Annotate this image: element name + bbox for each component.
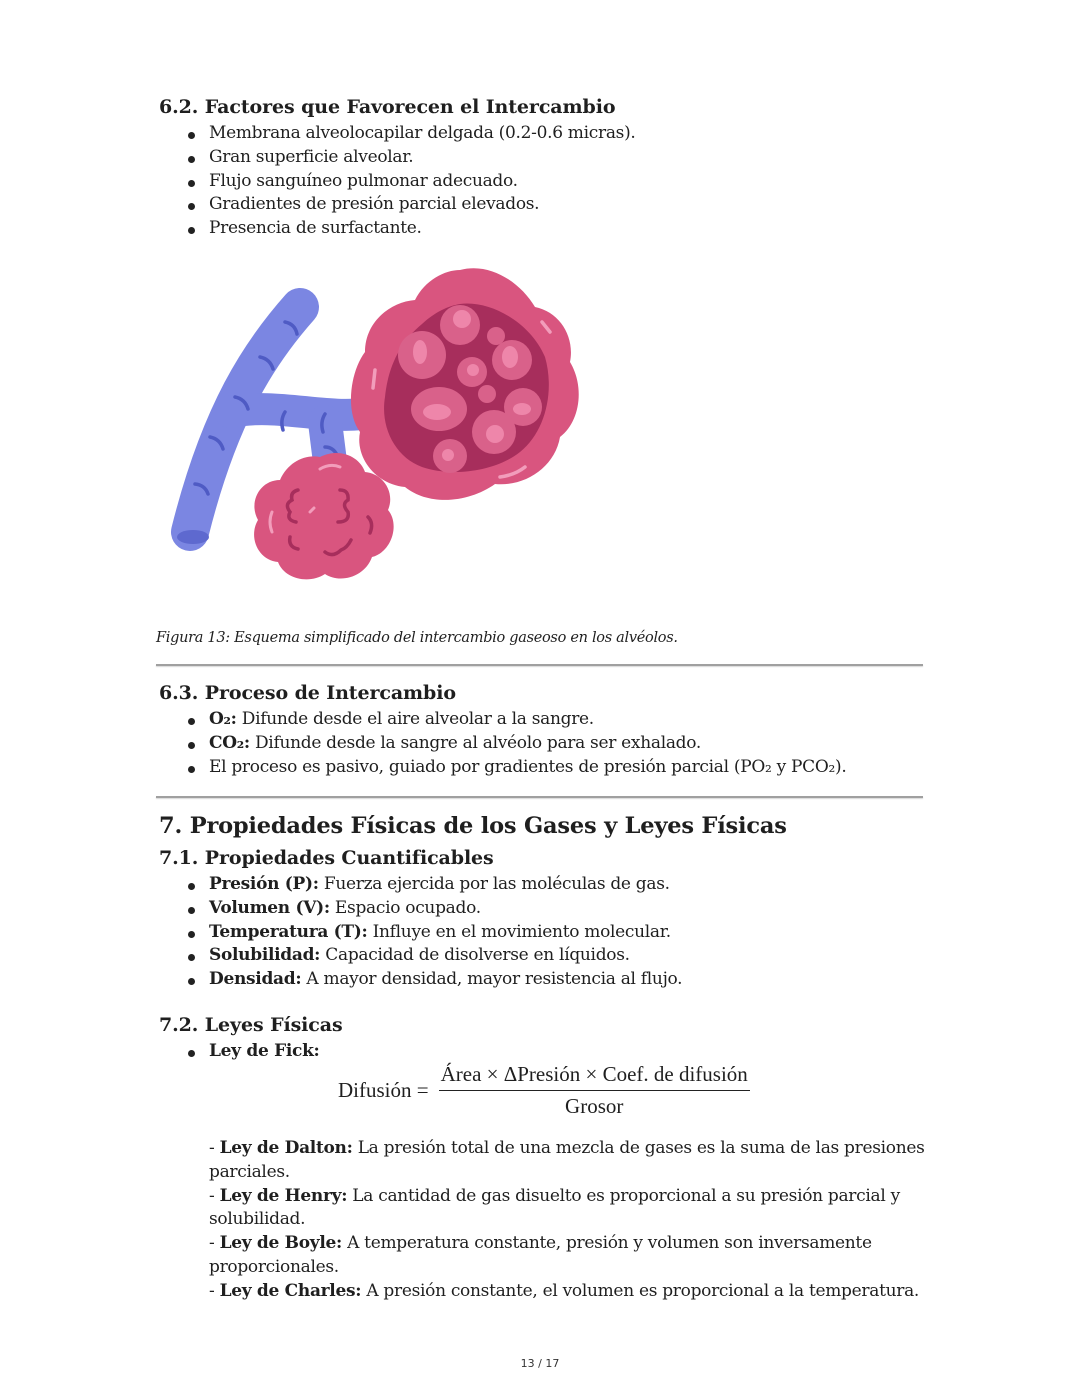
formula-lhs: Difusión = bbox=[338, 1078, 429, 1102]
list-item: Membrana alveolocapilar delgada (0.2-0.6 micras). bbox=[183, 122, 636, 146]
list-item-term: CO₂: bbox=[209, 732, 250, 753]
list-item-text: Espacio ocupado. bbox=[329, 897, 481, 918]
list-item-term: Densidad: bbox=[209, 969, 302, 990]
figure-caption: Figura 13: Esquema simplificado del intercambio gaseoso en los alvéolos. bbox=[156, 630, 678, 646]
list-item-term: Presión (P): bbox=[209, 874, 319, 894]
list-item bbox=[183, 921, 682, 945]
law-dalton bbox=[209, 1137, 929, 1185]
list-item bbox=[183, 873, 682, 897]
section-heading-6-3: 6.3. Proceso de Intercambio bbox=[159, 682, 456, 704]
exchange-process-list bbox=[183, 708, 846, 779]
section-heading-6-2: 6.2. Factores que Favorecen el Intercambio bbox=[159, 96, 616, 118]
section-divider bbox=[156, 664, 923, 666]
list-item-text: A mayor densidad, mayor resistencia al flujo. bbox=[301, 969, 683, 990]
law-text: A presión constante, el volumen es proporcional a la temperatura. bbox=[361, 1280, 920, 1301]
section-heading-7-2: 7.2. Leyes Físicas bbox=[159, 1014, 343, 1036]
page-indicator: 13 / 17 bbox=[520, 1357, 560, 1370]
law-term: Ley de Charles: bbox=[219, 1280, 362, 1301]
law-text: La presión total de una mezcla de gases es la suma de las presiones parciales. bbox=[209, 1138, 925, 1182]
formula-denominator: Grosor bbox=[565, 1094, 624, 1118]
law-text: La cantidad de gas disuelto es proporcional a su presión parcial y solubilidad. bbox=[209, 1185, 900, 1230]
list-item bbox=[183, 756, 846, 780]
law-term: Ley de Boyle: bbox=[219, 1233, 342, 1254]
list-item bbox=[183, 944, 682, 968]
law-text: A temperatura constante, presión y volumen son inversamente proporcionales. bbox=[209, 1233, 872, 1277]
fick-formula bbox=[338, 1062, 750, 1119]
list-item-text: Fuerza ejercida por las moléculas de gas. bbox=[318, 874, 670, 894]
list-item-term: Solubilidad: bbox=[209, 945, 321, 966]
fick-law-label: Ley de Fick: bbox=[209, 1041, 320, 1061]
formula-numerator: Área × ΔPresión × Coef. de difusión bbox=[439, 1062, 750, 1091]
gas-laws-block bbox=[209, 1137, 929, 1304]
list-item: Presencia de surfactante. bbox=[183, 217, 636, 241]
list-item-term: Volumen (V): bbox=[209, 897, 330, 918]
list-item bbox=[183, 897, 682, 921]
list-item-text: Capacidad de disolverse en líquidos. bbox=[320, 945, 630, 966]
list-item-text: El proceso es pasivo, guiado por gradientes de presión parcial (PO₂ y PCO₂). bbox=[209, 756, 847, 777]
section-heading-7-1: 7.1. Propiedades Cuantificables bbox=[159, 847, 494, 869]
list-item-term: O₂: bbox=[209, 709, 237, 729]
list-item bbox=[183, 1040, 320, 1064]
list-item: Flujo sanguíneo pulmonar adecuado. bbox=[183, 170, 636, 194]
list-item-term: Temperatura (T): bbox=[209, 921, 368, 942]
quantifiable-properties-list bbox=[183, 873, 682, 992]
alveoli-figure bbox=[160, 262, 590, 596]
list-item: Gradientes de presión parcial elevados. bbox=[183, 193, 636, 217]
law-prefix: - bbox=[209, 1138, 220, 1158]
list-item-text: Difunde desde el aire alveolar a la sangre. bbox=[236, 709, 594, 729]
list-item bbox=[183, 732, 846, 756]
law-henry bbox=[209, 1185, 929, 1233]
section-divider bbox=[156, 796, 923, 798]
law-prefix: - bbox=[209, 1280, 220, 1301]
factors-list bbox=[183, 122, 636, 241]
law-prefix: - bbox=[209, 1185, 220, 1206]
law-boyle bbox=[209, 1232, 929, 1280]
list-item bbox=[183, 968, 682, 992]
law-charles bbox=[209, 1280, 929, 1304]
list-item bbox=[183, 708, 846, 732]
law-prefix: - bbox=[209, 1233, 220, 1254]
section-heading-7: 7. Propiedades Físicas de los Gases y Leyes Físicas bbox=[159, 813, 787, 839]
list-item-text: Influye en el movimiento molecular. bbox=[367, 921, 671, 942]
formula-fraction bbox=[439, 1062, 750, 1119]
law-term: Ley de Henry: bbox=[219, 1185, 348, 1206]
list-item-text: Difunde desde la sangre al alvéolo para ser exhalado. bbox=[249, 732, 702, 753]
law-term: Ley de Dalton: bbox=[219, 1138, 353, 1158]
alveoli-capillary-illustration-icon bbox=[160, 262, 590, 592]
physical-laws-list bbox=[183, 1040, 320, 1064]
list-item: Gran superficie alveolar. bbox=[183, 146, 636, 170]
